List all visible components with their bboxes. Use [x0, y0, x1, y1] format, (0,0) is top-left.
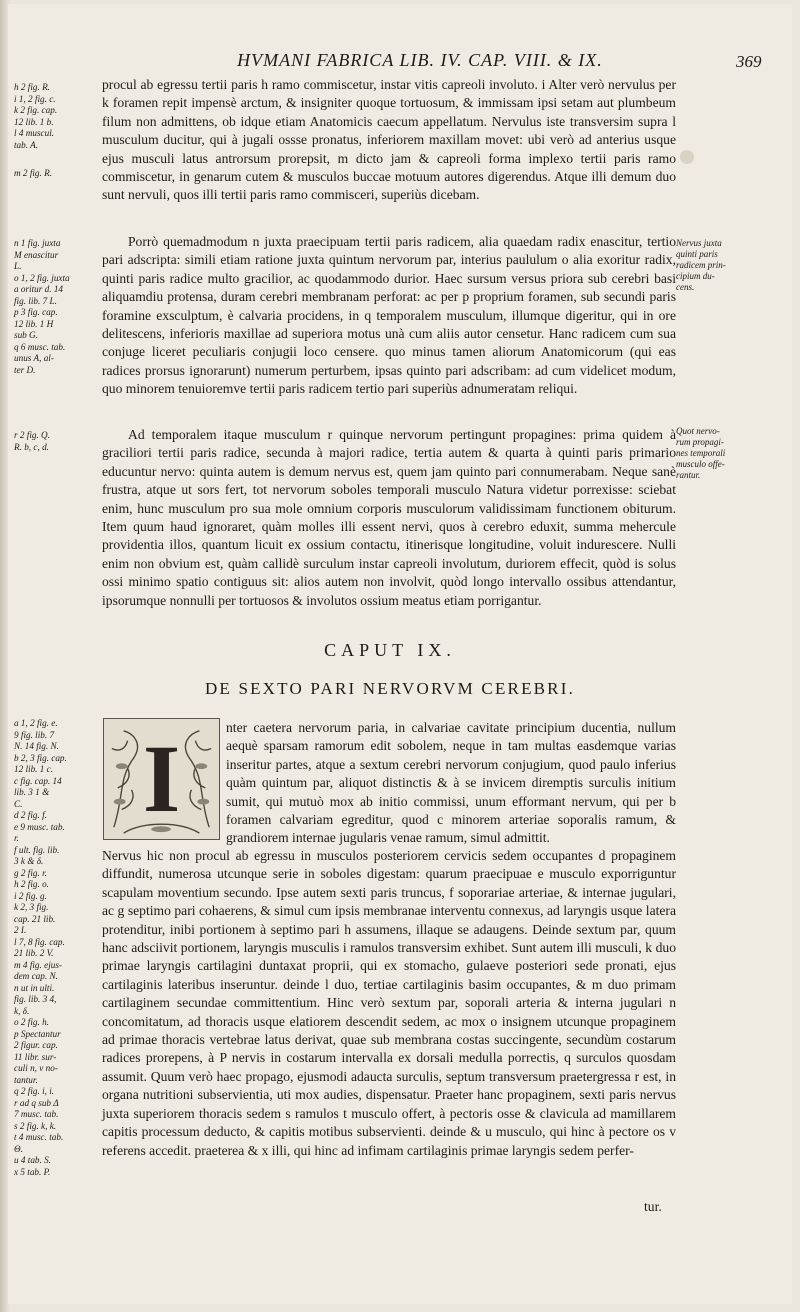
paragraph-3: Ad temporalem itaque musculum r quinque nervorum pertingunt propagines: prima quidem à graciliori tertii paris radice, secunda à majori radice, tertia autem & quarta à quinti paris primario educuntur nervo: quinta autem is demum nervus est, quem jam quinto pari connumerabam. Neque sanè frustra, atque ut sors fert, tot nervorum soboles temporali musculo Natura videtur porrexisse: sciebat enim, hunc musculum pro sua mole omnium corporis musculorum validissimam functionem obiturum. Item quum haud ignoraret, quàm molles illi essent nervi, quos à cerebro eduxit, summa mehercule providentia illos, quantum licuit ex ossium contactu, itinerisque longitudine, voluit indurescere. Nulli enim non obvium est, quàm callidè surculum instar capreoli involutum, duriorem effecit, quòd is solus ossi minimo spatio contiguus sit: alios autem non involvit, quòd longo intervallo ossibus attendantur, ipsorumque nonnulli per tortuosos & involutos ossium meatus etiam porrigantur. [102, 427, 676, 608]
paragraph-1: procul ab egressu tertii paris h ramo commiscetur, instar vitis capreoli involuto. i Alter verò nervulus per k foramen repit impensè arctum, & insigniter quoque tortuosum, & immissam ipsi setam aut plumbeum filum non admittens, ob idque etiam Anatomicis caecum appellatum. Nervulus iste transversim supra l musculum ducitur, qui à jugali ossse pronatus, inferiorem maxillam movet: ubi verò ad anterius usque ejus musculi latus antrorsum prorepsit, m dicto jam & capreoli forma implexo tertii paris ramo commiscetur, in genarum cutem & musculos buccae motuum autores digerendus. Atque illi demum duo sunt nervuli, quos illi tertii paris ramo commisceri, superiùs dicebam. [102, 77, 676, 203]
chapter-title: CAPUT IX. [324, 640, 456, 660]
chapter-subtitle: DE SEXTO PARI NERVORVM CEREBRI. [204, 679, 576, 698]
catchword: tur. [644, 1199, 662, 1214]
initial-letter: I [142, 725, 181, 832]
decorated-initial [103, 718, 220, 840]
paragraph-4-beside-initial: nter caetera nervorum paria, in calvariae cavitate principium ducentia, nullum aequè sparsam ramorum edit sobolem, neque in tam multas easdemque varias inseritur partes, atque a sextum cerebri nervorum conjugium, quod paulo inferius quàm quintum par, aliquot distinctis & à se invicem diremptis surculis initium sumit, qui mutuò mox ab initio commissi, unum efformant nervum, qui per b foramen calvariam egreditur, quod c minorem arteriae soporalis ramum, & grandiorem internae jugularis venae ramum, simul admittit. [226, 720, 676, 846]
paper-stain [680, 150, 694, 164]
paragraph-4-continued: Nervus hic non procul ab egressu in musculos posteriorem cervicis sedem occupantes d propaginem diffundit, numerosa utcunque serie in soboles digestam: quarum praecipuae e musculo exporriguntur scapulam moventium secundo. Ipse autem sexti paris truncus, f soporariae arteriae, & internae jugulari, ac g septimo pari cohaerens, & simul cum ipsis membranae interventu connexus, ad laryngis usque latera protenditur, inibi portionem à septimo pari h assumens, illaque se adaugens. Deinde sextum par, quum hanc adsciivit portionem, laryngis musculis i ramulos transversim exhibet. Sunt autem illi musculi, k duo primae laryngis cartilagini duntaxat proprii, qui ex stomacho, gulaeve posteriori sede pronati, ejus cartilaginis lateribus inseruntur. deinde l duo, tertiae cartilaginis basim occupantes, & m duo primam cartilaginem secundae committentium. Hinc verò sextum par, soporali arteria & interna jugulari n concomitatum, ad thoracis usque elatiorem descendit sedem, ac mox o insignem utcunque propaginem ad primae thoracis vertebrae latus derivat, quae sub membrana costas succingente, secundùm costarum radices prorepens, à P nervis in costarum intervalla ex dorsali medulla porrectis, q surculos quosdam assumit. Quum verò haec propago, ejusmodi adaucta surculis, septum transversum praetergressa r est, in organa nutritioni subservientia, uti mox audies, dispensatur. Praeter hanc propaginem, sexti paris nervus juxta superiorem thoracis sedem s ramulos t musculo offert, à pectoris osse & clavicula ad mamillarem capitis processum deducto, & capitis motibus subservienti. deinde & u musculo, qui hinc à pectore os v referens accedit. praeterea & x illi, qui hinc ad infimam cartilaginis primae laryngis sedem perfer- [102, 848, 676, 1158]
margin-note-right-2: Quot nervo- rum propagi- nes temporali musculo offe- rantur. [676, 426, 726, 480]
margin-note-left-1: h 2 fig. R. i 1, 2 fig. c. k 2 fig. cap. 12 lib. 1 b. l 4 muscul. tab. A. [14, 82, 58, 150]
margin-note-left-4: r 2 fig. Q. R. b, c, d. [14, 430, 50, 452]
margin-note-left-2: m 2 fig. R. [14, 168, 53, 178]
margin-note-left-5: a 1, 2 fig. e. 9 fig. lib. 7 N. 14 fig. N. b 2, 3 fig. cap. 12 lib. 1 c. c fig. cap. 14 lib. 3 1 & C. d 2 fig. f. e 9 musc. tab. r. f ult. fig. lib. 3 k & δ. g 2 fig. r. h 2 fig. o. i 2 fig. g. k 2, 3 fig. cap. 21 lib. 2 I. l 7, 8 fig. cap. 21 lib. 2 V. m 4 fig. ejus- dem cap. N. n ut in ulti. fig. lib. 3 4, k, δ. o 2 fig. h. p Spectantur 2 figur. cap. 11 libr. sur- culi n, v no- tantur. q 2 fig. i, i. r ad q sub Δ 7 musc. tab. s 2 fig. k, k. t 4 musc. tab. Θ. u 4 tab. S. x 5 tab. P. [14, 718, 67, 1177]
margin-note-left-3: n 1 fig. juxta M enascitur L. o 1, 2 fig. juxta a oritur d. 14 fig. lib. 7 L. p 3 fig. cap. 12 lib. 1 H sub G. q 6 musc. tab. unus A, al- ter D. [14, 238, 70, 375]
margin-note-right-1: Nervus juxta quinti paris radicem prin- cipium du- cens. [676, 238, 726, 292]
page-number: 369 [736, 52, 762, 71]
paragraph-2: Porrò quemadmodum n juxta praecipuam tertii paris radicem, alia quaedam radix enascitur, tertio pari adscripta: simili etiam ratione juxta quintum nervorum par, interius paululum o alia exoritur radix, quinti paris radice multo gracilior, ac quodammodo durior. Haec sursum versus priora sub cerebri basi aliquamdiu protensa, duram cerebri membranam perforat: ac per p proprium foramen, sub secundi paris foramine exsculptum, è calvaria procidens, in q temporalem musculum, illumque digeritur, qui in ore delitescens, inferioris maxillae ad superiora motus unà cum aliis autor censetur. Hanc radicem cum sua conjuge liceret peculiaris conjugii loco censere. quo minus tamen aliorum Anatomicorum (qui eas radices prorsus ignorarunt) numerum perturbem, ipsas quinto pari adscribam: ad cum videlicet modum, quo minorem tenuioremve tertii paris radicem tertio pari superiùs adnumeratam reliqui. [102, 234, 676, 397]
running-title: HVMANI FABRICA LIB. IV. CAP. VIII. & IX. [237, 50, 603, 70]
